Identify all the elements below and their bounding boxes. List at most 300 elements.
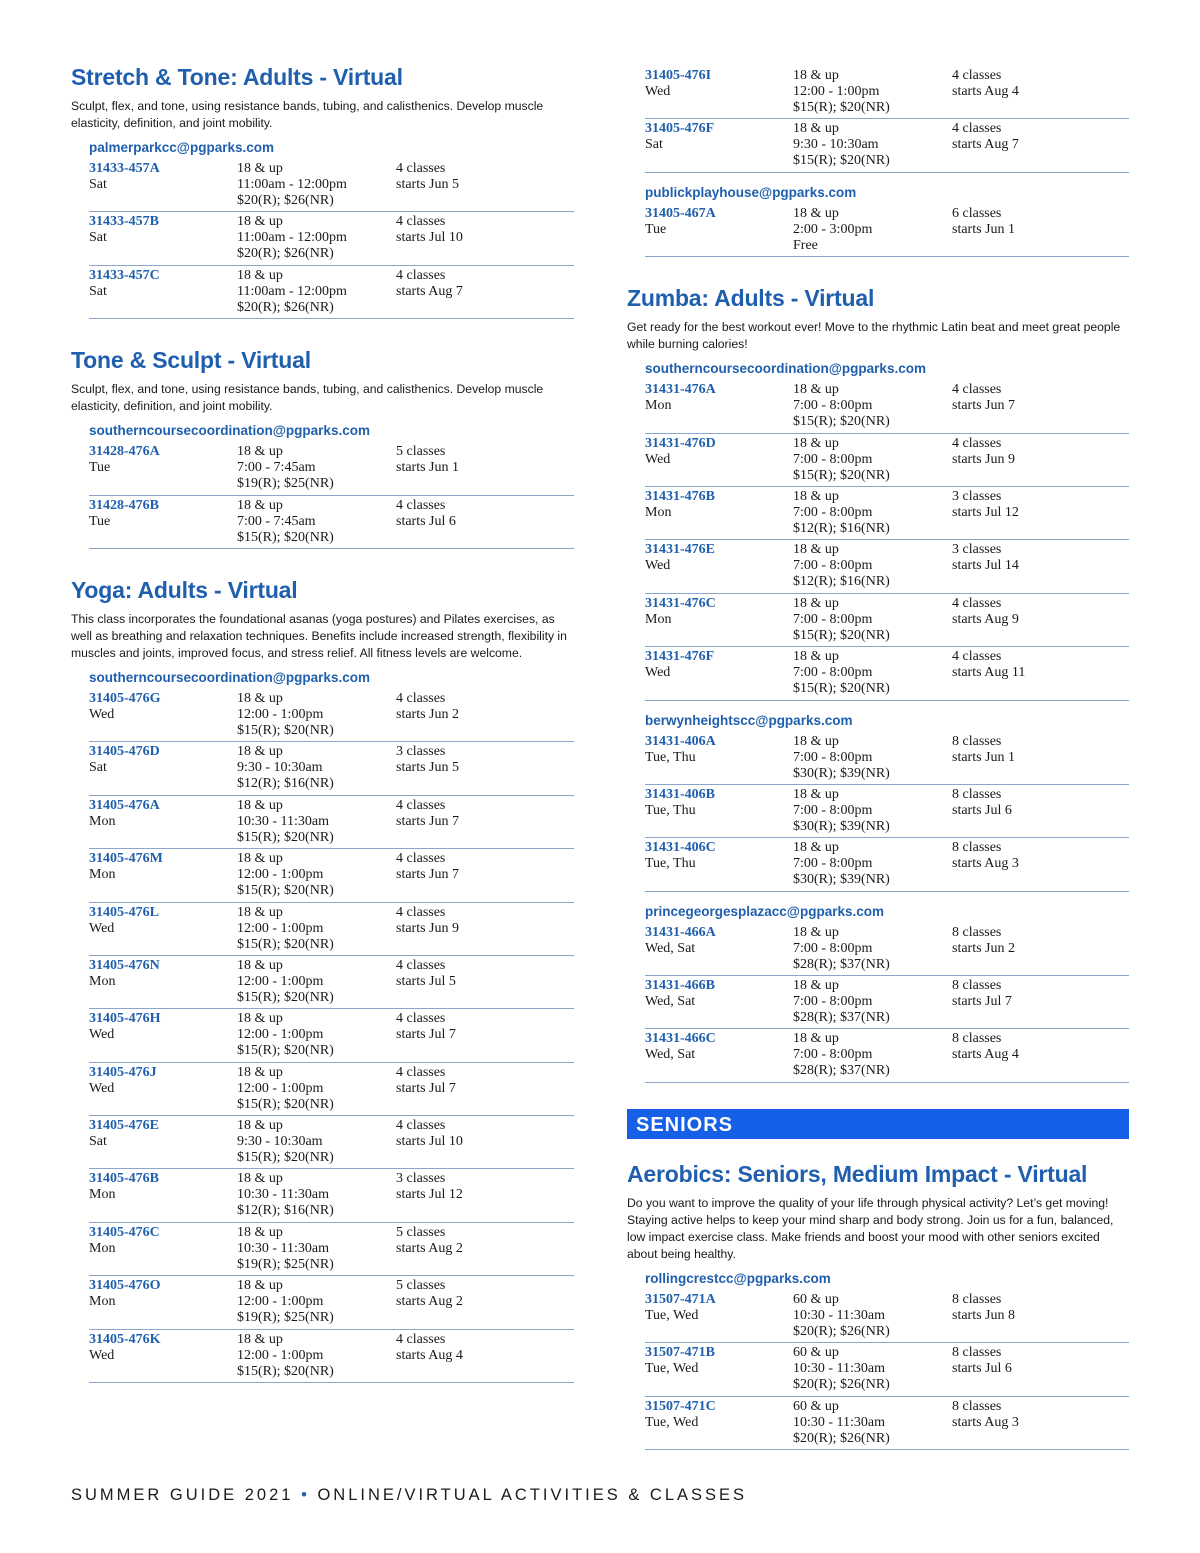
class-fee: $15(R); $20(NR) bbox=[237, 989, 334, 1005]
class-start-date: starts Aug 7 bbox=[952, 137, 1019, 153]
class-details-cell bbox=[793, 121, 952, 171]
class-start-date: starts Jul 10 bbox=[396, 1134, 463, 1150]
class-code: 31405-467A bbox=[645, 205, 716, 221]
class-age: 18 & up bbox=[237, 690, 283, 706]
class-session-cell bbox=[952, 1031, 1129, 1081]
class-code: 31431-476B bbox=[645, 488, 715, 504]
class-details-cell bbox=[237, 1225, 396, 1275]
activity-section bbox=[71, 62, 574, 319]
class-age: 18 & up bbox=[237, 1171, 283, 1187]
class-age: 60 & up bbox=[793, 1291, 839, 1307]
class-details-cell bbox=[793, 436, 952, 486]
class-count: 4 classes bbox=[396, 214, 446, 230]
class-age: 18 & up bbox=[237, 1011, 283, 1027]
class-count: 8 classes bbox=[952, 733, 1002, 749]
class-age: 18 & up bbox=[237, 444, 283, 460]
class-details-cell bbox=[793, 596, 952, 646]
activity-section bbox=[71, 345, 574, 549]
class-fee: $19(R); $25(NR) bbox=[237, 1256, 334, 1272]
class-details-cell bbox=[793, 489, 952, 539]
class-age: 18 & up bbox=[237, 267, 283, 283]
class-start-date: starts Aug 7 bbox=[396, 283, 463, 299]
class-code-cell bbox=[89, 1065, 237, 1115]
class-code: 31405-476J bbox=[89, 1064, 157, 1080]
class-details-cell bbox=[793, 840, 952, 890]
class-fee: Free bbox=[793, 237, 818, 253]
class-count: 4 classes bbox=[396, 1331, 446, 1347]
class-row bbox=[645, 732, 1129, 785]
footer-guide-title: SUMMER GUIDE 2021 bbox=[71, 1486, 294, 1504]
class-details-cell bbox=[793, 206, 952, 256]
left-column bbox=[71, 62, 574, 1409]
class-details-cell bbox=[793, 649, 952, 699]
class-session-cell bbox=[396, 958, 574, 1008]
class-count: 6 classes bbox=[952, 205, 1002, 221]
class-count: 4 classes bbox=[396, 690, 446, 706]
class-row bbox=[89, 1009, 574, 1062]
activity-section bbox=[627, 1159, 1129, 1450]
class-age: 18 & up bbox=[793, 649, 839, 665]
class-row bbox=[645, 647, 1129, 700]
class-start-date: starts Jun 5 bbox=[396, 177, 459, 192]
class-time: 7:00 - 8:00pm bbox=[793, 749, 873, 765]
class-row bbox=[89, 1276, 574, 1329]
contact-email-link[interactable]: southerncoursecoordination@pgparks.com bbox=[89, 423, 370, 439]
class-start-date: starts Aug 11 bbox=[952, 665, 1026, 681]
class-session-cell bbox=[952, 840, 1129, 890]
class-time: 10:30 - 11:30am bbox=[793, 1414, 886, 1430]
class-days: Tue, Thu bbox=[645, 856, 696, 872]
class-row bbox=[89, 1330, 574, 1383]
class-code-cell bbox=[89, 1118, 237, 1168]
class-days: Mon bbox=[645, 611, 672, 627]
class-age: 18 & up bbox=[237, 851, 283, 867]
class-row bbox=[645, 66, 1129, 119]
class-start-date: starts Jul 12 bbox=[952, 504, 1019, 520]
class-time: 12:00 - 1:00pm bbox=[237, 920, 324, 936]
class-age: 18 & up bbox=[793, 978, 839, 994]
class-count: 8 classes bbox=[952, 1291, 1002, 1307]
class-details-cell bbox=[237, 1011, 396, 1061]
class-code-cell bbox=[645, 382, 793, 432]
class-details-cell bbox=[237, 444, 396, 494]
class-session-cell bbox=[396, 268, 574, 318]
class-session-cell bbox=[396, 1278, 574, 1328]
class-code: 31405-476M bbox=[89, 851, 163, 867]
class-fee: $30(R); $39(NR) bbox=[793, 818, 890, 834]
class-row bbox=[89, 442, 574, 495]
class-session-cell bbox=[952, 649, 1129, 699]
class-start-date: starts Jun 9 bbox=[396, 920, 459, 936]
section-description: Sculpt, flex, and tone, using resistance bands, tubing, and calisthenics. Develop muscle elasticity, definition, and joint mobility. bbox=[71, 99, 544, 130]
activity-section bbox=[71, 575, 574, 1383]
class-days: Tue, Wed bbox=[645, 1361, 699, 1377]
class-row bbox=[645, 785, 1129, 838]
class-row bbox=[645, 838, 1129, 891]
class-time: 9:30 - 10:30am bbox=[237, 760, 323, 776]
class-code-cell bbox=[89, 1171, 237, 1221]
class-code-cell bbox=[89, 798, 237, 848]
class-code: 31507-471B bbox=[645, 1345, 715, 1361]
class-row bbox=[89, 212, 574, 265]
class-days: Tue bbox=[89, 460, 111, 476]
class-count: 8 classes bbox=[952, 978, 1002, 994]
class-age: 18 & up bbox=[793, 840, 839, 856]
class-time: 7:00 - 8:00pm bbox=[793, 504, 873, 520]
class-time: 12:00 - 1:00pm bbox=[237, 706, 324, 722]
class-row bbox=[89, 1063, 574, 1116]
class-fee: $12(R); $16(NR) bbox=[237, 776, 334, 792]
class-start-date: starts Jul 5 bbox=[396, 973, 456, 989]
class-count: 4 classes bbox=[396, 161, 446, 176]
class-fee: $19(R); $25(NR) bbox=[237, 1310, 334, 1326]
class-time: 9:30 - 10:30am bbox=[237, 1134, 323, 1150]
class-details-cell bbox=[793, 1345, 952, 1395]
class-fee: $30(R); $39(NR) bbox=[793, 872, 890, 888]
class-session-cell bbox=[952, 734, 1129, 784]
class-details-cell bbox=[793, 734, 952, 784]
class-time: 11:00am - 12:00pm bbox=[237, 283, 347, 299]
class-time: 7:00 - 7:45am bbox=[237, 513, 316, 529]
class-age: 18 & up bbox=[237, 904, 283, 920]
class-count: 4 classes bbox=[396, 957, 446, 973]
class-count: 8 classes bbox=[952, 786, 1002, 802]
class-details-cell bbox=[237, 1118, 396, 1168]
class-row bbox=[645, 1029, 1129, 1082]
class-count: 4 classes bbox=[952, 595, 1002, 611]
class-count: 4 classes bbox=[952, 68, 1002, 83]
class-row bbox=[89, 849, 574, 902]
class-code-cell bbox=[645, 1292, 793, 1342]
class-code-cell bbox=[89, 691, 237, 741]
class-code-cell bbox=[89, 1332, 237, 1382]
class-days: Wed bbox=[645, 84, 671, 99]
class-code-cell bbox=[89, 268, 237, 318]
class-session-cell bbox=[396, 498, 574, 548]
class-start-date: starts Jul 7 bbox=[396, 1027, 456, 1043]
class-code: 31433-457C bbox=[89, 267, 160, 283]
class-code-cell bbox=[645, 489, 793, 539]
class-age: 18 & up bbox=[793, 435, 839, 451]
class-days: Tue, Wed bbox=[645, 1307, 699, 1323]
class-session-cell bbox=[396, 1065, 574, 1115]
section-title: Aerobics: Seniors, Medium Impact - Virtual bbox=[627, 1160, 1088, 1187]
class-row bbox=[645, 1397, 1129, 1450]
class-start-date: starts Jun 1 bbox=[952, 221, 1015, 237]
class-row bbox=[645, 380, 1129, 433]
class-code: 31431-406B bbox=[645, 786, 715, 802]
class-session-cell bbox=[952, 1399, 1129, 1449]
class-session-cell bbox=[396, 851, 574, 901]
class-details-cell bbox=[237, 851, 396, 901]
class-fee: $28(R); $37(NR) bbox=[793, 956, 890, 972]
class-fee: $15(R); $20(NR) bbox=[237, 936, 334, 952]
class-start-date: starts Jun 8 bbox=[952, 1307, 1015, 1323]
class-start-date: starts Jun 7 bbox=[396, 813, 459, 829]
class-details-cell bbox=[793, 1399, 952, 1449]
class-days: Sat bbox=[645, 137, 663, 153]
section-title: Stretch & Tone: Adults - Virtual bbox=[71, 64, 403, 90]
class-code: 31431-476D bbox=[645, 435, 716, 451]
class-session-cell bbox=[396, 1332, 574, 1382]
class-code: 31405-476C bbox=[89, 1224, 160, 1240]
class-fee: $12(R); $16(NR) bbox=[793, 574, 890, 590]
listing-group bbox=[645, 66, 1129, 173]
class-start-date: starts Jun 1 bbox=[396, 460, 459, 476]
class-fee: $15(R); $20(NR) bbox=[793, 467, 890, 483]
class-age: 18 & up bbox=[793, 488, 839, 504]
class-start-date: starts Aug 9 bbox=[952, 611, 1019, 627]
page-footer bbox=[71, 1486, 747, 1505]
class-days: Mon bbox=[645, 504, 672, 520]
class-fee: $19(R); $25(NR) bbox=[237, 476, 334, 492]
class-age: 18 & up bbox=[793, 733, 839, 749]
class-code: 31405-476D bbox=[89, 744, 160, 760]
class-time: 11:00am - 12:00pm bbox=[237, 177, 347, 192]
contact-email-link[interactable]: rollingcrestcc@pgparks.com bbox=[645, 1270, 831, 1286]
class-days: Sat bbox=[89, 283, 107, 299]
class-code: 31405-476G bbox=[89, 690, 161, 706]
class-details-cell bbox=[237, 744, 396, 794]
class-row bbox=[645, 976, 1129, 1029]
class-age: 18 & up bbox=[237, 744, 283, 760]
class-fee: $20(R); $26(NR) bbox=[237, 299, 334, 315]
class-time: 2:00 - 3:00pm bbox=[793, 221, 873, 237]
class-code-cell bbox=[645, 925, 793, 975]
class-session-cell bbox=[952, 1292, 1129, 1342]
class-code-cell bbox=[89, 444, 237, 494]
class-time: 7:00 - 8:00pm bbox=[793, 940, 873, 956]
class-code-cell bbox=[645, 787, 793, 837]
class-count: 8 classes bbox=[952, 1031, 1002, 1047]
class-fee: $15(R); $20(NR) bbox=[793, 681, 890, 697]
section-title: Zumba: Adults - Virtual bbox=[627, 285, 875, 312]
class-time: 7:00 - 8:00pm bbox=[793, 611, 873, 627]
class-days: Sat bbox=[89, 1134, 107, 1150]
class-code: 31431-476E bbox=[645, 542, 715, 558]
listing-group bbox=[645, 183, 1129, 257]
class-code: 31431-476C bbox=[645, 595, 716, 611]
class-code-cell bbox=[645, 542, 793, 592]
class-details-cell bbox=[237, 161, 396, 211]
class-row bbox=[645, 487, 1129, 540]
class-days: Wed bbox=[89, 1027, 115, 1043]
class-age: 18 & up bbox=[793, 205, 839, 221]
footer-bullet: • bbox=[301, 1486, 310, 1504]
continued-listings bbox=[627, 66, 1129, 257]
class-time: 12:00 - 1:00pm bbox=[237, 973, 324, 989]
class-days: Mon bbox=[89, 973, 116, 989]
class-session-cell bbox=[396, 905, 574, 955]
class-age: 18 & up bbox=[793, 924, 839, 940]
class-time: 7:00 - 8:00pm bbox=[793, 856, 873, 872]
class-code-cell bbox=[89, 498, 237, 548]
section-title: Yoga: Adults - Virtual bbox=[71, 576, 298, 603]
class-row bbox=[89, 159, 574, 212]
class-age: 18 & up bbox=[793, 1031, 839, 1047]
class-start-date: starts Jun 5 bbox=[396, 760, 459, 776]
class-days: Wed bbox=[645, 558, 671, 574]
class-code-cell bbox=[89, 905, 237, 955]
class-row bbox=[645, 1290, 1129, 1343]
contact-email-link[interactable]: princegeorgesplazacc@pgparks.com bbox=[645, 903, 884, 919]
section-description: Get ready for the best workout ever! Move to the rhythmic Latin beat and meet great people while burning calories! bbox=[627, 320, 1121, 352]
class-days: Wed, Sat bbox=[645, 994, 696, 1010]
class-fee: $20(R); $26(NR) bbox=[793, 1430, 890, 1446]
class-code: 31405-476A bbox=[89, 797, 160, 813]
class-session-cell bbox=[396, 744, 574, 794]
contact-email-link[interactable]: publickplayhouse@pgparks.com bbox=[645, 184, 857, 200]
class-code-cell bbox=[645, 206, 793, 256]
class-count: 4 classes bbox=[396, 904, 446, 920]
class-count: 4 classes bbox=[396, 1118, 446, 1134]
class-fee: $15(R); $20(NR) bbox=[793, 627, 890, 643]
contact-email-link[interactable]: berwynheightscc@pgparks.com bbox=[645, 712, 853, 728]
class-code-cell bbox=[89, 1011, 237, 1061]
class-session-cell bbox=[952, 68, 1129, 118]
class-age: 18 & up bbox=[237, 1224, 283, 1240]
listing-group bbox=[645, 1269, 1129, 1450]
class-fee: $15(R); $20(NR) bbox=[237, 1096, 334, 1112]
class-code-cell bbox=[645, 978, 793, 1028]
section-description: Sculpt, flex, and tone, using resistance bands, tubing, and calisthenics. Develop muscle elasticity, definition, and joint mobility. bbox=[71, 382, 544, 414]
class-count: 5 classes bbox=[396, 1278, 446, 1294]
listing-group bbox=[89, 421, 574, 549]
class-code: 31431-466B bbox=[645, 978, 715, 994]
class-session-cell bbox=[952, 978, 1129, 1028]
listing-group bbox=[89, 668, 574, 1383]
class-row bbox=[645, 1343, 1129, 1396]
class-code: 31431-466A bbox=[645, 924, 716, 940]
class-details-cell bbox=[793, 68, 952, 118]
class-code: 31405-476F bbox=[645, 121, 715, 137]
class-session-cell bbox=[396, 1225, 574, 1275]
class-days: Mon bbox=[645, 398, 672, 414]
class-start-date: starts Jul 6 bbox=[952, 1361, 1012, 1377]
class-code-cell bbox=[89, 214, 237, 264]
class-age: 18 & up bbox=[793, 542, 839, 558]
class-age: 18 & up bbox=[237, 161, 283, 176]
class-count: 4 classes bbox=[396, 267, 446, 283]
class-session-cell bbox=[396, 1171, 574, 1221]
contact-email-link[interactable]: palmerparkcc@pgparks.com bbox=[89, 140, 274, 155]
class-code: 31431-476A bbox=[645, 382, 716, 398]
class-row bbox=[645, 434, 1129, 487]
class-days: Tue, Wed bbox=[645, 1414, 699, 1430]
class-fee: $15(R); $20(NR) bbox=[793, 100, 890, 115]
listing-group bbox=[645, 902, 1129, 1083]
class-days: Tue, Thu bbox=[645, 802, 696, 818]
class-session-cell bbox=[396, 691, 574, 741]
class-fee: $30(R); $39(NR) bbox=[793, 765, 890, 781]
class-days: Wed, Sat bbox=[645, 940, 696, 956]
class-days: Tue bbox=[89, 513, 111, 529]
class-code: 31507-471A bbox=[645, 1291, 716, 1307]
class-age: 18 & up bbox=[237, 797, 283, 813]
class-session-cell bbox=[952, 206, 1129, 256]
class-row bbox=[89, 496, 574, 549]
class-age: 18 & up bbox=[793, 121, 839, 137]
class-row bbox=[89, 903, 574, 956]
class-start-date: starts Jul 6 bbox=[952, 802, 1012, 818]
class-days: Wed bbox=[89, 1347, 115, 1363]
class-start-date: starts Jul 7 bbox=[396, 1080, 456, 1096]
class-code-cell bbox=[89, 851, 237, 901]
class-row bbox=[645, 594, 1129, 647]
class-time: 10:30 - 11:30am bbox=[793, 1361, 886, 1377]
class-start-date: starts Jul 12 bbox=[396, 1187, 463, 1203]
class-fee: $15(R); $20(NR) bbox=[793, 153, 890, 169]
class-fee: $15(R); $20(NR) bbox=[237, 883, 334, 899]
class-fee: $20(R); $26(NR) bbox=[793, 1323, 890, 1339]
class-fee: $15(R); $20(NR) bbox=[237, 1363, 334, 1379]
class-code-cell bbox=[645, 840, 793, 890]
class-code: 31428-476A bbox=[89, 444, 160, 460]
class-count: 4 classes bbox=[396, 497, 446, 513]
class-code-cell bbox=[645, 734, 793, 784]
class-count: 3 classes bbox=[396, 744, 446, 760]
class-count: 8 classes bbox=[952, 840, 1002, 856]
class-time: 7:00 - 8:00pm bbox=[793, 558, 873, 574]
class-fee: $28(R); $37(NR) bbox=[793, 1010, 890, 1026]
class-time: 7:00 - 8:00pm bbox=[793, 1047, 873, 1063]
class-start-date: starts Jun 2 bbox=[396, 706, 459, 722]
class-code: 31428-476B bbox=[89, 497, 159, 513]
class-fee: $15(R); $20(NR) bbox=[237, 722, 334, 738]
class-details-cell bbox=[237, 958, 396, 1008]
class-fee: $20(R); $26(NR) bbox=[237, 246, 334, 262]
class-details-cell bbox=[793, 542, 952, 592]
class-count: 4 classes bbox=[396, 1011, 446, 1027]
class-code-cell bbox=[645, 596, 793, 646]
class-age: 18 & up bbox=[237, 1331, 283, 1347]
class-code-cell bbox=[89, 161, 237, 211]
class-start-date: starts Aug 2 bbox=[396, 1294, 463, 1310]
class-details-cell bbox=[237, 1171, 396, 1221]
section-description: This class incorporates the foundational asanas (yoga postures) and Pilates exercises, as well as breathing and relaxation techniques. Benefits include increased strength, flexibility in muscles and joints, improved focus, and stress relief. All fitness levels are welcome. bbox=[71, 611, 567, 660]
class-code-cell bbox=[645, 68, 793, 118]
class-time: 10:30 - 11:30am bbox=[237, 1187, 330, 1203]
class-session-cell bbox=[952, 596, 1129, 646]
class-details-cell bbox=[793, 978, 952, 1028]
class-session-cell bbox=[952, 489, 1129, 539]
class-count: 3 classes bbox=[952, 488, 1002, 504]
class-session-cell bbox=[952, 1345, 1129, 1395]
class-time: 10:30 - 11:30am bbox=[237, 813, 330, 829]
class-start-date: starts Aug 2 bbox=[396, 1240, 463, 1256]
class-days: Wed bbox=[645, 451, 671, 467]
contact-email-link[interactable]: southerncoursecoordination@pgparks.com bbox=[89, 669, 370, 685]
class-code: 31405-476I bbox=[645, 68, 712, 83]
class-age: 18 & up bbox=[237, 1278, 283, 1294]
class-days: Sat bbox=[89, 760, 107, 776]
class-details-cell bbox=[793, 925, 952, 975]
section-title: Tone & Sculpt - Virtual bbox=[71, 347, 311, 374]
class-code-cell bbox=[89, 958, 237, 1008]
class-fee: $15(R); $20(NR) bbox=[237, 1150, 334, 1166]
class-time: 12:00 - 1:00pm bbox=[793, 84, 880, 99]
class-time: 7:00 - 8:00pm bbox=[793, 665, 873, 681]
class-row bbox=[645, 119, 1129, 172]
class-start-date: starts Jun 9 bbox=[952, 451, 1015, 467]
class-count: 8 classes bbox=[952, 1345, 1002, 1361]
class-days: Sat bbox=[89, 177, 107, 192]
contact-email-link[interactable]: southerncoursecoordination@pgparks.com bbox=[645, 361, 926, 377]
class-code-cell bbox=[89, 744, 237, 794]
class-start-date: starts Jun 7 bbox=[396, 867, 459, 883]
class-age: 18 & up bbox=[793, 68, 839, 83]
class-details-cell bbox=[237, 1278, 396, 1328]
